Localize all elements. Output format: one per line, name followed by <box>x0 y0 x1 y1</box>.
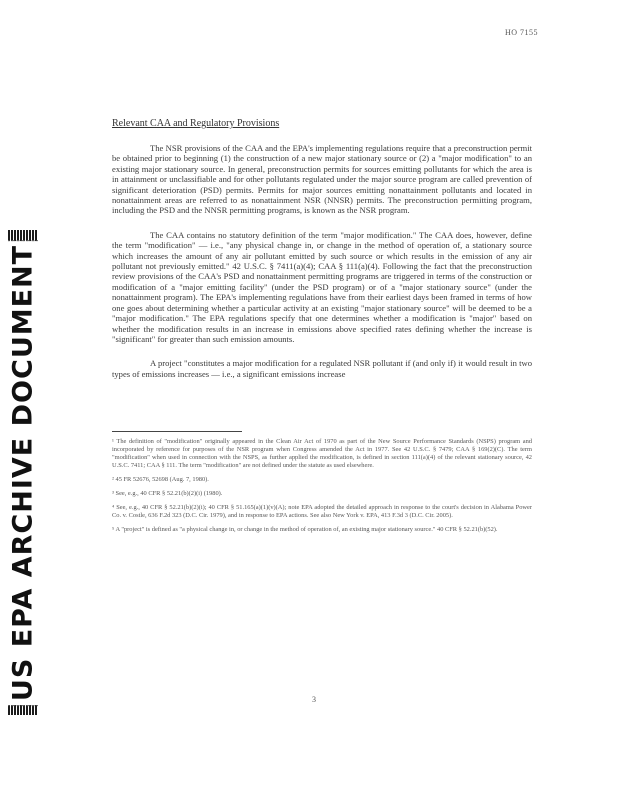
document-reference: HO 7155 <box>504 28 538 37</box>
footnote: ⁵ A "project" is defined as "a physical change in, or change in the method of operation of, an existing major stationary source." 40 CFR § 52.21(b)(52). <box>112 526 498 534</box>
footnote: ³ See, e.g., 40 CFR § 52.21(b)(2)(i) (1980). <box>112 490 223 498</box>
footnote-separator <box>112 431 242 432</box>
archive-stamp <box>8 230 38 715</box>
section-heading: Relevant CAA and Regulatory Provisions <box>112 118 280 129</box>
archive-stamp-text: US EPA ARCHIVE DOCUMENT <box>8 240 38 704</box>
paragraph: The NSR provisions of the CAA and the EPA's implementing regulations require that a preconstruction permit be obtained prior to beginning (1) the construction of a new major stationary source or (2) a "major modification" to an existing major stationary source. In general, preconstruction permits for sources emitting pollutants for which the area is in attainment or unclassifiable and for other pollutants regulated under the major source program are called prevention of significant deterioration (PSD) permits. Permits for major sources emitting nonattainment pollutants and located in nonattainment areas are referred to as nonattainment NSR (NNSR) permits. The preconstruction permitting program, including the PSD and the NNSR permitting programs, is known as the NSR program. <box>112 143 532 216</box>
page-number: 3 <box>312 695 316 704</box>
document-body <box>112 118 532 540</box>
paragraph: A project "constitutes a major modification for a regulated NSR pollutant if (and only if) it would result in two types of emissions increases — i.e., a significant emissions increase <box>112 358 532 379</box>
footnote: ¹ The definition of "modification" originally appeared in the Clean Air Act of 1970 as part of the New Source Performance Standards (NSPS) program and incorporated by reference for purposes of the NSR program when Congress amended the Act in 1977. See 42 U.S.C. § 7479; CAA § 169(2)(C). The term "modification" when used in connection with the NSPS, as further applied the modification, is defined in section 111(a)(4) of the relevant stationary source, 42 U.S.C. 7411; CAA § 111. The term "modification" are not defined under the statute as used elsewhere. <box>112 438 532 470</box>
footnote: ⁴ See, e.g., 40 CFR § 52.21(b)(2)(i); 40 CFR § 51.165(a)(1)(v)(A); note EPA adopted the detailed approach in response to the court's decision in Alabama Power Co. v. Costle, 636 F.2d 323 (D.C. Cir. 1979), and in response to EPA actions. See also New York v. EPA, 413 F.3d 3 (D.C. Cir. 2005). <box>112 504 532 520</box>
paragraph: The CAA contains no statutory definition of the term "major modification." The CAA does, however, define the term "modification" — i.e., "any physical change in, or change in the method of operation of, a stationary source which increases the amount of any air pollutant emitted by such source or which results in the emission of any air pollutant not previously emitted." 42 U.S.C. § 7411(a)(4); CAA § 111(a)(4). Following the fact that the preconstruction review provisions of the CAA's PSD and nonattainment permitting programs are triggered in terms of the construction or modification of a "major emitting facility" (under the PSD program) or of a "major stationary source" (under the nonattainment program). The EPA's implementing regulations have from their earliest days been framed in terms of how one goes about determining whether a particular activity at an existing "major stationary source" will be deemed to be a "major modification." The EPA regulations specify that one determines whether a modification is "major" based on whether the modification results in an increase in emissions above specified rates defining whether the increase is "significant" for greater than such emission amounts. <box>112 229 532 344</box>
footnote: ² 45 FR 52676, 52698 (Aug. 7, 1980). <box>112 476 209 484</box>
